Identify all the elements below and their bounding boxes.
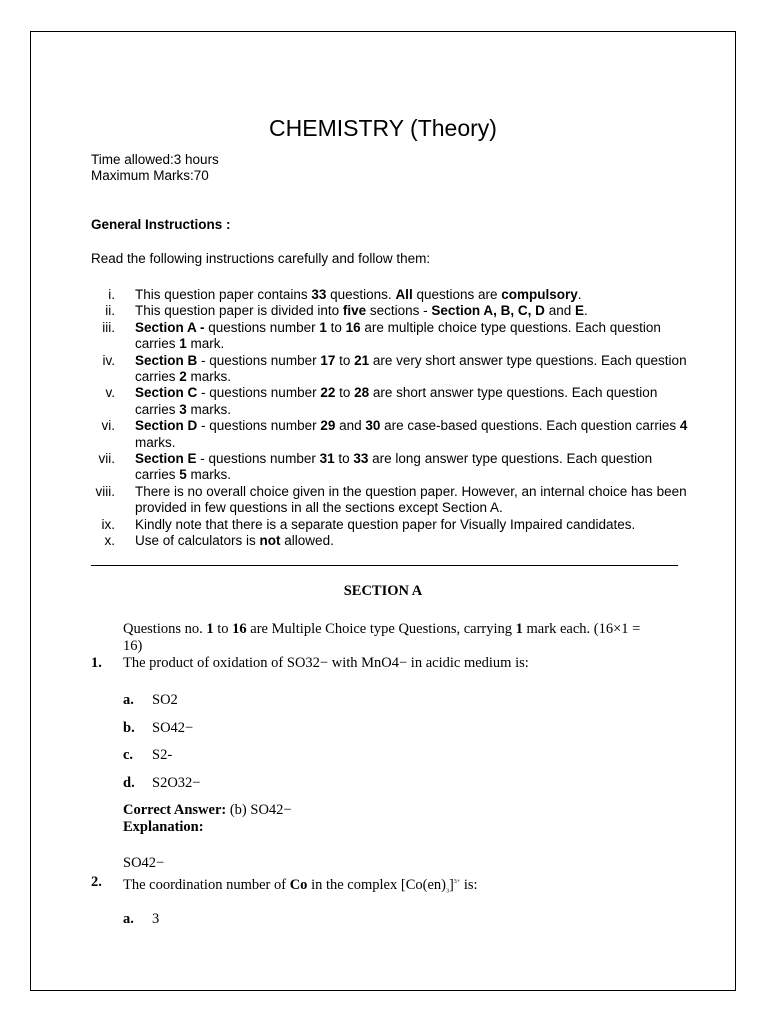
instruction-text: This question paper contains 33 questions. All questions are compulsory. xyxy=(135,287,582,302)
section-divider xyxy=(91,565,678,566)
question-text: The coordination number of Co in the complex $[Co(en)_3]^{3+}$ is: xyxy=(123,876,478,895)
instructions-list xyxy=(91,287,691,550)
time-allowed: Time allowed:3 hours xyxy=(91,152,219,167)
q1-option-d xyxy=(123,775,200,792)
instruction-text: Section D - questions number 29 and 30 are case-based questions. Each question carries 4 marks. xyxy=(135,418,688,450)
option-label: c. xyxy=(123,747,134,763)
instruction-number: ii. xyxy=(105,303,115,319)
section-a-intro: Questions no. 1 to 16 are Multiple Choice type Questions, carrying 1 mark each. (16×1 = 16) xyxy=(123,621,641,654)
option-label: a. xyxy=(123,911,134,927)
instruction-text: Use of calculators is not allowed. xyxy=(135,533,334,549)
q2-option-a xyxy=(123,911,159,928)
explanation-text: SO42− xyxy=(123,855,165,871)
instruction-number: x. xyxy=(104,533,115,549)
instruction-text: This question paper is divided into five sections - Section A, B, C, D and E. xyxy=(135,303,588,319)
document-page xyxy=(30,31,736,991)
instruction-text: Kindly note that there is a separate question paper for Visually Impaired candidates. xyxy=(135,516,636,532)
instruction-text: Section C - questions number 22 to 28 are short answer type questions. Each question carries 3 marks. xyxy=(135,385,658,417)
instruction-number: viii. xyxy=(95,483,115,499)
question-2 xyxy=(91,874,691,901)
instruction-item xyxy=(91,385,691,418)
q1-answer-block xyxy=(123,802,292,836)
question-number: 1. xyxy=(91,655,102,671)
section-a-title: SECTION A xyxy=(343,583,423,599)
explanation-label-text: Explanation: xyxy=(123,819,204,835)
general-instructions-heading: General Instructions : xyxy=(91,217,231,232)
q1-option-a xyxy=(123,692,178,709)
instruction-item xyxy=(91,484,691,517)
option-text: SO2 xyxy=(152,692,178,708)
instruction-text: Section B - questions number 17 to 21 are very short answer type questions. Each question carries 2 marks. xyxy=(135,352,687,385)
option-label: a. xyxy=(123,692,134,708)
instruction-item xyxy=(91,303,691,319)
exam-meta xyxy=(91,152,219,184)
q1-option-b xyxy=(123,720,193,737)
option-label: d. xyxy=(123,775,135,791)
instruction-number: ix. xyxy=(101,516,115,532)
instruction-text: There is no overall choice given in the question paper. However, an internal choice has been provided in few questions in all the sections except Section A. xyxy=(135,483,687,516)
instruction-item xyxy=(91,533,691,549)
instruction-text: Section E - questions number 31 to 33 are long answer type questions. Each question carries 5 marks. xyxy=(135,451,653,483)
instruction-number: vii. xyxy=(98,451,115,467)
instruction-number: iii. xyxy=(102,319,115,335)
general-instructions-intro: Read the following instructions carefully and follow them: xyxy=(91,251,431,266)
instruction-text: Section A - questions number 1 to 16 are multiple choice type questions. Each question carries 1 mark. xyxy=(135,319,661,352)
correct-answer xyxy=(123,802,292,819)
instruction-item xyxy=(91,418,691,451)
option-text: 3 xyxy=(152,911,160,927)
instruction-number: i. xyxy=(108,287,115,302)
correct-answer-label: Correct Answer: xyxy=(123,802,227,818)
instruction-item xyxy=(91,287,691,303)
option-text: SO42− xyxy=(152,720,194,736)
question-1 xyxy=(91,655,691,672)
instruction-number: iv. xyxy=(102,352,115,368)
instruction-item xyxy=(91,451,691,484)
option-text: S2- xyxy=(152,747,173,763)
question-number: 2. xyxy=(91,874,102,890)
option-label: b. xyxy=(123,720,135,736)
instruction-number: v. xyxy=(105,385,115,401)
explanation-label xyxy=(123,819,292,836)
question-text: The product of oxidation of SO32− with MnO4− in acidic medium is: xyxy=(123,655,529,671)
instruction-number: vi. xyxy=(101,418,115,434)
instruction-item xyxy=(91,353,691,386)
correct-answer-value: (b) SO42− xyxy=(229,802,292,818)
instruction-item xyxy=(91,320,691,353)
page-title: CHEMISTRY (Theory) xyxy=(269,115,497,141)
maximum-marks: Maximum Marks:70 xyxy=(91,168,209,183)
instruction-item xyxy=(91,517,691,533)
option-text: S2O32− xyxy=(152,775,201,791)
q1-option-c xyxy=(123,747,172,764)
